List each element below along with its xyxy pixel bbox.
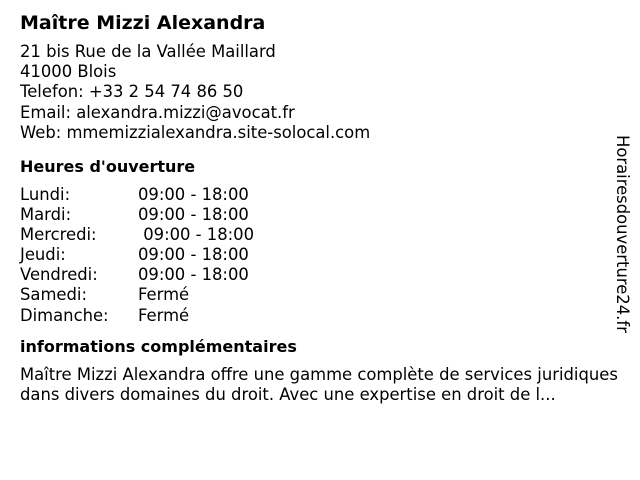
day-hours: Fermé [138, 285, 190, 305]
day-hours: 09:00 - 18:00 [138, 245, 249, 265]
site-watermark: Horairesdouverture24.fr [613, 135, 632, 333]
email-line[interactable]: Email: alexandra.mizzi@avocat.fr [20, 102, 295, 122]
business-name: Maître Mizzi Alexandra [20, 12, 266, 34]
day-label: Lundi: [20, 185, 71, 205]
day-hours: 09:00 - 18:00 [138, 185, 249, 205]
address-street: 21 bis Rue de la Vallée Maillard [20, 42, 276, 61]
hours-row-friday [20, 265, 632, 285]
additional-info-text: Maître Mizzi Alexandra offre une gamme complète de services juridiques dans divers domaines du droit. Avec une expertise en droit de l... [20, 364, 618, 404]
day-hours: 09:00 - 18:00 [138, 225, 255, 245]
business-card [20, 10, 632, 405]
hours-row-monday [20, 185, 632, 205]
hours-row-saturday [20, 285, 632, 305]
contact-block [20, 42, 632, 143]
day-hours: 09:00 - 18:00 [138, 265, 249, 285]
day-hours: Fermé [138, 305, 190, 325]
day-label: Jeudi: [20, 245, 66, 265]
day-label: Vendredi: [20, 265, 98, 285]
address-city: 41000 Blois [20, 62, 117, 82]
hours-row-tuesday [20, 205, 632, 225]
opening-hours-heading: Heures d'ouverture [20, 157, 196, 177]
opening-hours-table [20, 185, 632, 326]
day-hours: 09:00 - 18:00 [138, 205, 249, 225]
hours-row-wednesday [20, 225, 632, 245]
day-label: Mercredi: [20, 225, 97, 245]
web-line[interactable]: Web: mmemizzialexandra.site-solocal.com [20, 122, 371, 142]
hours-row-sunday [20, 306, 632, 326]
additional-info-heading: informations complémentaires [20, 336, 297, 356]
phone-line[interactable]: Telefon: +33 2 54 74 86 50 [20, 82, 244, 102]
day-label: Samedi: [20, 285, 87, 305]
hours-row-thursday [20, 245, 632, 265]
day-label: Mardi: [20, 205, 72, 225]
day-label: Dimanche: [20, 305, 109, 325]
